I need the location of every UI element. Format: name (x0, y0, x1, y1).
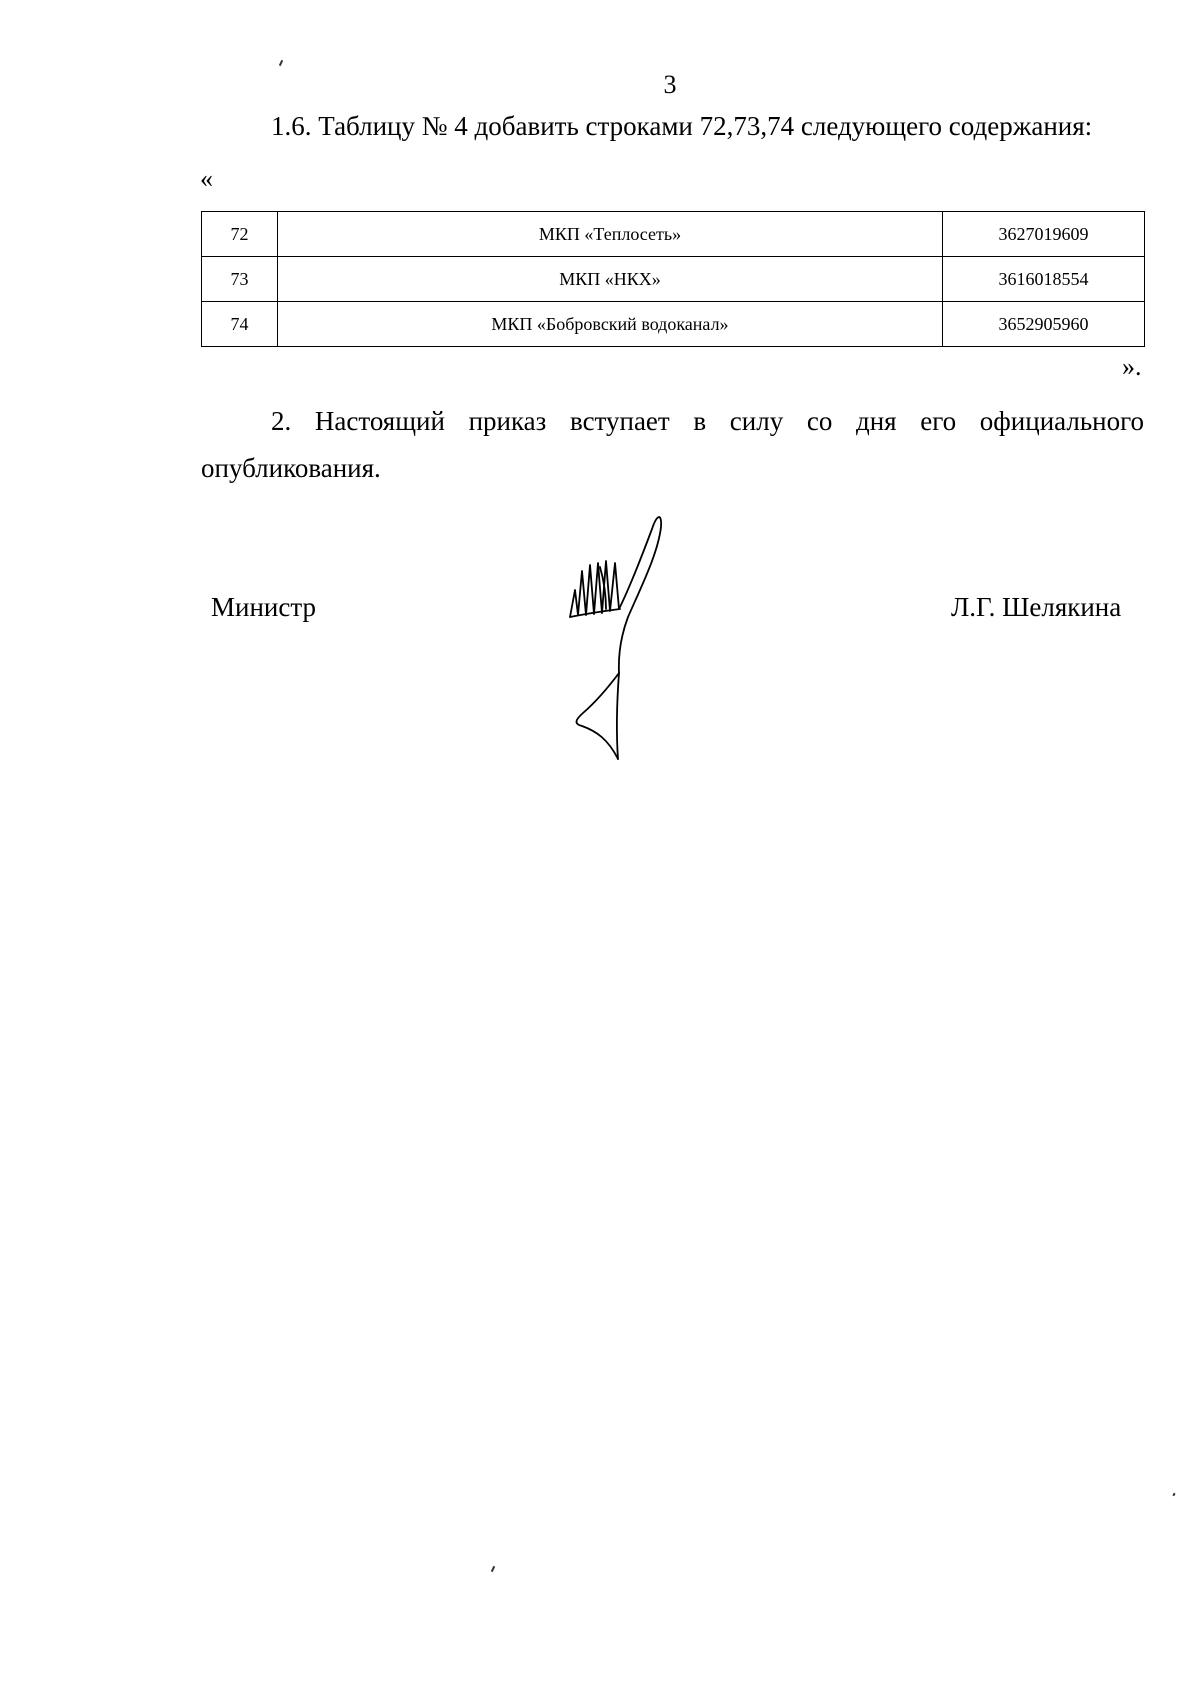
rows-table (201, 211, 1145, 347)
inn-cell: 3616018554 (943, 257, 1145, 302)
organization-name-cell: МКП «Теплосеть» (278, 212, 943, 257)
clause-2-paragraph (201, 398, 1144, 492)
organization-name-cell: МКП «Бобровский водоканал» (278, 302, 943, 347)
signer-name: Л.Г. Шелякина (951, 592, 1122, 622)
clause-2-line-1: 2. Настоящий приказ вступает в силу со дня его официального (271, 406, 1144, 436)
row-number-cell: 73 (202, 257, 278, 302)
scan-speck (279, 60, 283, 66)
signer-title: Министр (211, 592, 316, 622)
inn-cell: 3627019609 (943, 212, 1145, 257)
table-row (202, 257, 1145, 302)
organization-name-cell: МКП «НКХ» (278, 257, 943, 302)
row-number-cell: 72 (202, 212, 278, 257)
intro-paragraph: 1.6. Таблицу № 4 добавить строками 72,73,74 следующего содержания: (271, 111, 1093, 141)
inn-cell: 3652905960 (943, 302, 1145, 347)
table-row (202, 212, 1145, 257)
scan-speck (1172, 1493, 1175, 1497)
row-number-cell: 74 (202, 302, 278, 347)
scan-speck (491, 1566, 495, 1572)
opening-quote: « (200, 164, 213, 193)
handwritten-signature (540, 505, 720, 765)
clause-2-line-2: опубликования. (201, 453, 381, 483)
table-row (202, 302, 1145, 347)
page-number: 3 (663, 70, 677, 99)
closing-quote: ». (1122, 352, 1142, 381)
